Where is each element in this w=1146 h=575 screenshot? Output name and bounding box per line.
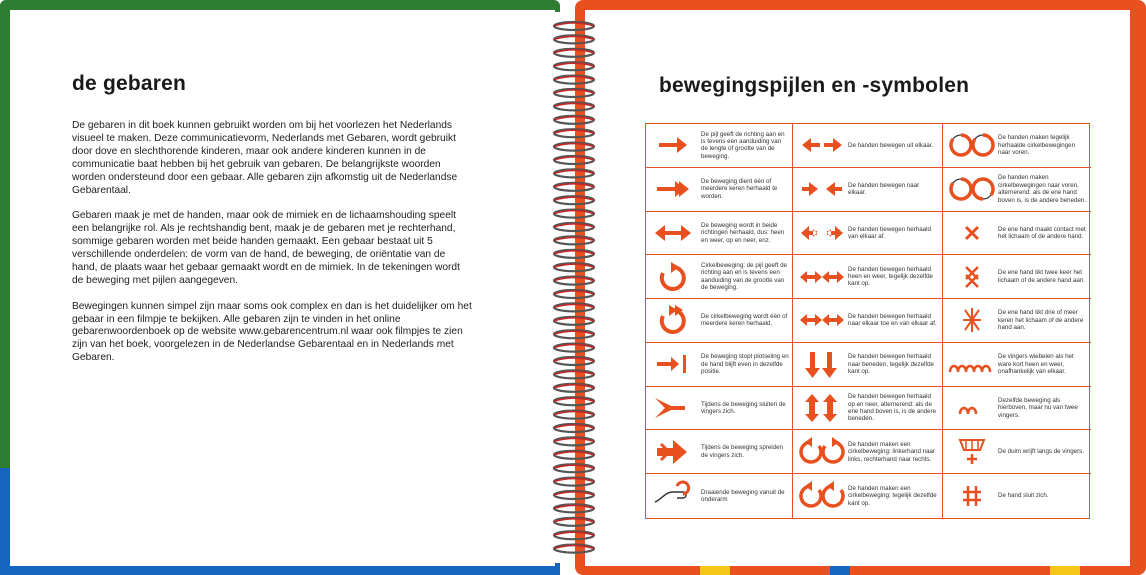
symbol-cell <box>793 255 943 299</box>
symbol-description: De cirkelbeweging wordt één of meerdere keren herhaald. <box>701 313 788 328</box>
symbol-cell <box>943 387 1091 431</box>
symbol-cell <box>646 430 793 474</box>
symbol-cell <box>793 124 943 168</box>
circle-forward-icon <box>946 129 998 161</box>
symbol-description: De handen bewegen herhaald naar elkaar toe en van elkaar af. <box>848 313 937 328</box>
paragraph: Bewegingen kunnen simpel zijn maar soms ook complex en dan is het duidelijker om het gebaar in een filmpje te bekijken. Alle gebaren zijn te vinden in het online gebarenwoordenboek op de website www.gebarencentrum.nl waar ook filmpjes te zien zijn van het boek, voorgelezen in de Nederlandse Gebarentaal en in Nederlands met Gebaren. <box>72 300 472 364</box>
page-title: bewegingspijlen en -symbolen <box>659 74 970 97</box>
intro-text <box>72 120 472 378</box>
circles-opposite-icon <box>796 436 848 468</box>
symbol-description: Dezelfde beweging als hierboven, maar nu van twee vingers. <box>998 396 1078 419</box>
double-arrows-toe-icon <box>796 304 848 336</box>
symbol-description: De beweging dient één of meerdere keren herhaald te worden. <box>701 178 778 200</box>
symbol-cell <box>943 299 1091 343</box>
symbol-cell <box>646 299 793 343</box>
symbol-cell <box>646 168 793 212</box>
cover-edge-yellow-2 <box>830 565 850 575</box>
symbol-description: De handen maken een cirkelbeweging: tegelijk dezelfde kant op. <box>848 485 937 507</box>
contact-x-icon <box>946 217 998 249</box>
hand-close-icon <box>946 480 998 512</box>
thumb-rub-icon <box>946 436 998 468</box>
symbol-description: Tijdens de beweging sluiten de vingers zich. <box>701 400 786 416</box>
small-wiggle-icon <box>946 392 998 424</box>
symbol-description: De handen maken tegelijk herhaalde cirkelbewegingen naar voren. <box>998 134 1076 157</box>
symbol-cell <box>793 299 943 343</box>
hand-rotate-icon <box>649 480 701 512</box>
symbol-description: De handen bewegen naar elkaar. <box>848 181 920 197</box>
symbol-cell <box>646 255 793 299</box>
left-page <box>10 10 555 566</box>
symbol-description: De handen bewegen herhaald op en neer, alternerend: als de ene hand boven is, is de andere beneden. <box>848 393 937 423</box>
fingers-spread-icon <box>649 436 701 468</box>
paragraph: Gebaren maak je met de handen, maar ook de mimiek en de lichaamshouding speelt een belangrijke rol. Als je rechtshandig bent, maak je de gebaren met je rechterhand, sommige gebaren worden met beide handen gemaakt. Een gebaar bestaat uit 5 verschillende onderdelen: de vorm van de hand, de beweging, de oriëntatie van de hand, de plaats waar het gebaar gemaakt wordt en de mimiek. In de tekeningen wordt de beweging met pijlen aangegeven. <box>72 210 460 286</box>
symbol-cell <box>646 474 793 518</box>
symbol-description: De handen maken cirkelbewegingen naar voren, alternerend: als de ene hand boven is, is de andere beneden. <box>998 174 1087 204</box>
symbol-cell <box>793 387 943 431</box>
cover-edge-yellow-3 <box>1050 565 1080 575</box>
symbol-description: De hand sluit zich. <box>998 492 1049 500</box>
arrows-apart-repeat-icon <box>796 217 848 249</box>
symbol-cell <box>943 474 1091 518</box>
symbol-cell <box>646 212 793 256</box>
symbol-description: De beweging wordt in beide richtingen herhaald, dus: heen en weer, op en neer, enz. <box>701 221 785 244</box>
symbol-cell <box>793 168 943 212</box>
circles-same-icon <box>796 480 848 512</box>
symbol-description: De pijl geeft de richting aan en is tevens een aanduiding van de lengte of grootte van de beweging. <box>701 130 785 160</box>
double-contact-icon <box>946 261 998 293</box>
symbol-cell <box>943 343 1091 387</box>
symbol-cell <box>646 343 793 387</box>
double-arrow-right-icon <box>649 173 701 205</box>
symbol-description: De ene hand tikt twee keer het lichaam of de andere hand aan. <box>998 269 1086 284</box>
spiral-binding <box>548 18 600 558</box>
symbol-description: Cirkelbeweging: de pijl geeft de richting aan en is tevens een aanduiding van de grootte van de beweging. <box>701 261 787 292</box>
arrows-apart-icon <box>796 129 848 161</box>
arrow-stop-icon <box>649 348 701 380</box>
circle-arrow-icon <box>649 261 701 293</box>
symbol-description: De handen bewegen uit elkaar. <box>848 141 934 149</box>
symbol-cell <box>943 212 1091 256</box>
symbol-description: Draaiende beweging vanuit de onderarm <box>701 488 785 504</box>
symbol-description: De handen bewegen herhaald naar beneden, tegelijk dezelfde kant op. <box>848 353 935 375</box>
symbol-cell <box>943 430 1091 474</box>
page-title: de gebaren <box>72 72 187 95</box>
symbol-description: De handen bewegen herhaald van elkaar af. <box>848 225 931 240</box>
symbol-description: De handen maken een cirkelbeweging: linkerhand naar links, rechterhand naar rechts. <box>848 440 936 463</box>
symbol-cell <box>943 168 1091 212</box>
triple-contact-icon <box>946 304 998 336</box>
symbol-cell <box>793 212 943 256</box>
arrows-updown-icon <box>796 392 848 424</box>
symbol-description: De ene hand tikt drie of meer keren het lichaam of de andere hand aan. <box>998 309 1084 332</box>
fingers-close-icon <box>649 392 701 424</box>
symbol-cell <box>793 474 943 518</box>
double-headed-arrow-icon <box>649 217 701 249</box>
arrow-right-icon <box>649 129 701 161</box>
symbol-description: De handen bewegen herhaald heen en weer, tegelijk dezelfde kant op. <box>848 265 933 288</box>
wiggle-icon <box>946 348 998 380</box>
symbols-table <box>645 123 1090 519</box>
symbol-description: De ene hand maakt contact met het lichaam of de andere hand. <box>998 225 1086 240</box>
arrows-down-icon <box>796 348 848 380</box>
cover-edge-yellow <box>700 565 730 575</box>
symbol-description: De beweging stopt plotseling en de hand blijft even in dezelfde positie. <box>701 353 789 375</box>
circle-alternate-icon <box>946 173 998 205</box>
symbol-cell <box>793 430 943 474</box>
symbol-cell <box>646 387 793 431</box>
symbol-description: Tijdens de beweging spreiden de vingers zich. <box>701 444 783 459</box>
symbol-cell <box>646 124 793 168</box>
symbol-cell <box>943 124 1091 168</box>
double-arrows-heen-weer-icon <box>796 261 848 293</box>
arrows-together-icon <box>796 173 848 205</box>
symbol-cell <box>943 255 1091 299</box>
symbol-description: De duim wrijft langs de vingers. <box>998 448 1084 456</box>
paragraph: De gebaren in dit boek kunnen gebruikt worden om bij het voorlezen het Nederlands visueel te maken. Deze communicatievorm, Nederlands met Gebaren, wordt gebruikt door dove en slechthorende kinderen, maar ook andere kinderen kunnen in de communicatie baat hebben bij het gebruik van gebaren. De belangrijkste woorden worden ondersteund door een gebaar. Alle gebaren zijn afkomstig uit de Nederlandse Gebarentaal. <box>72 120 458 196</box>
symbol-cell <box>793 343 943 387</box>
symbol-description: De vingers wiebelen als het ware kort heen en weer, onafhankelijk van elkaar. <box>998 353 1074 375</box>
circle-double-arrow-icon <box>649 304 701 336</box>
